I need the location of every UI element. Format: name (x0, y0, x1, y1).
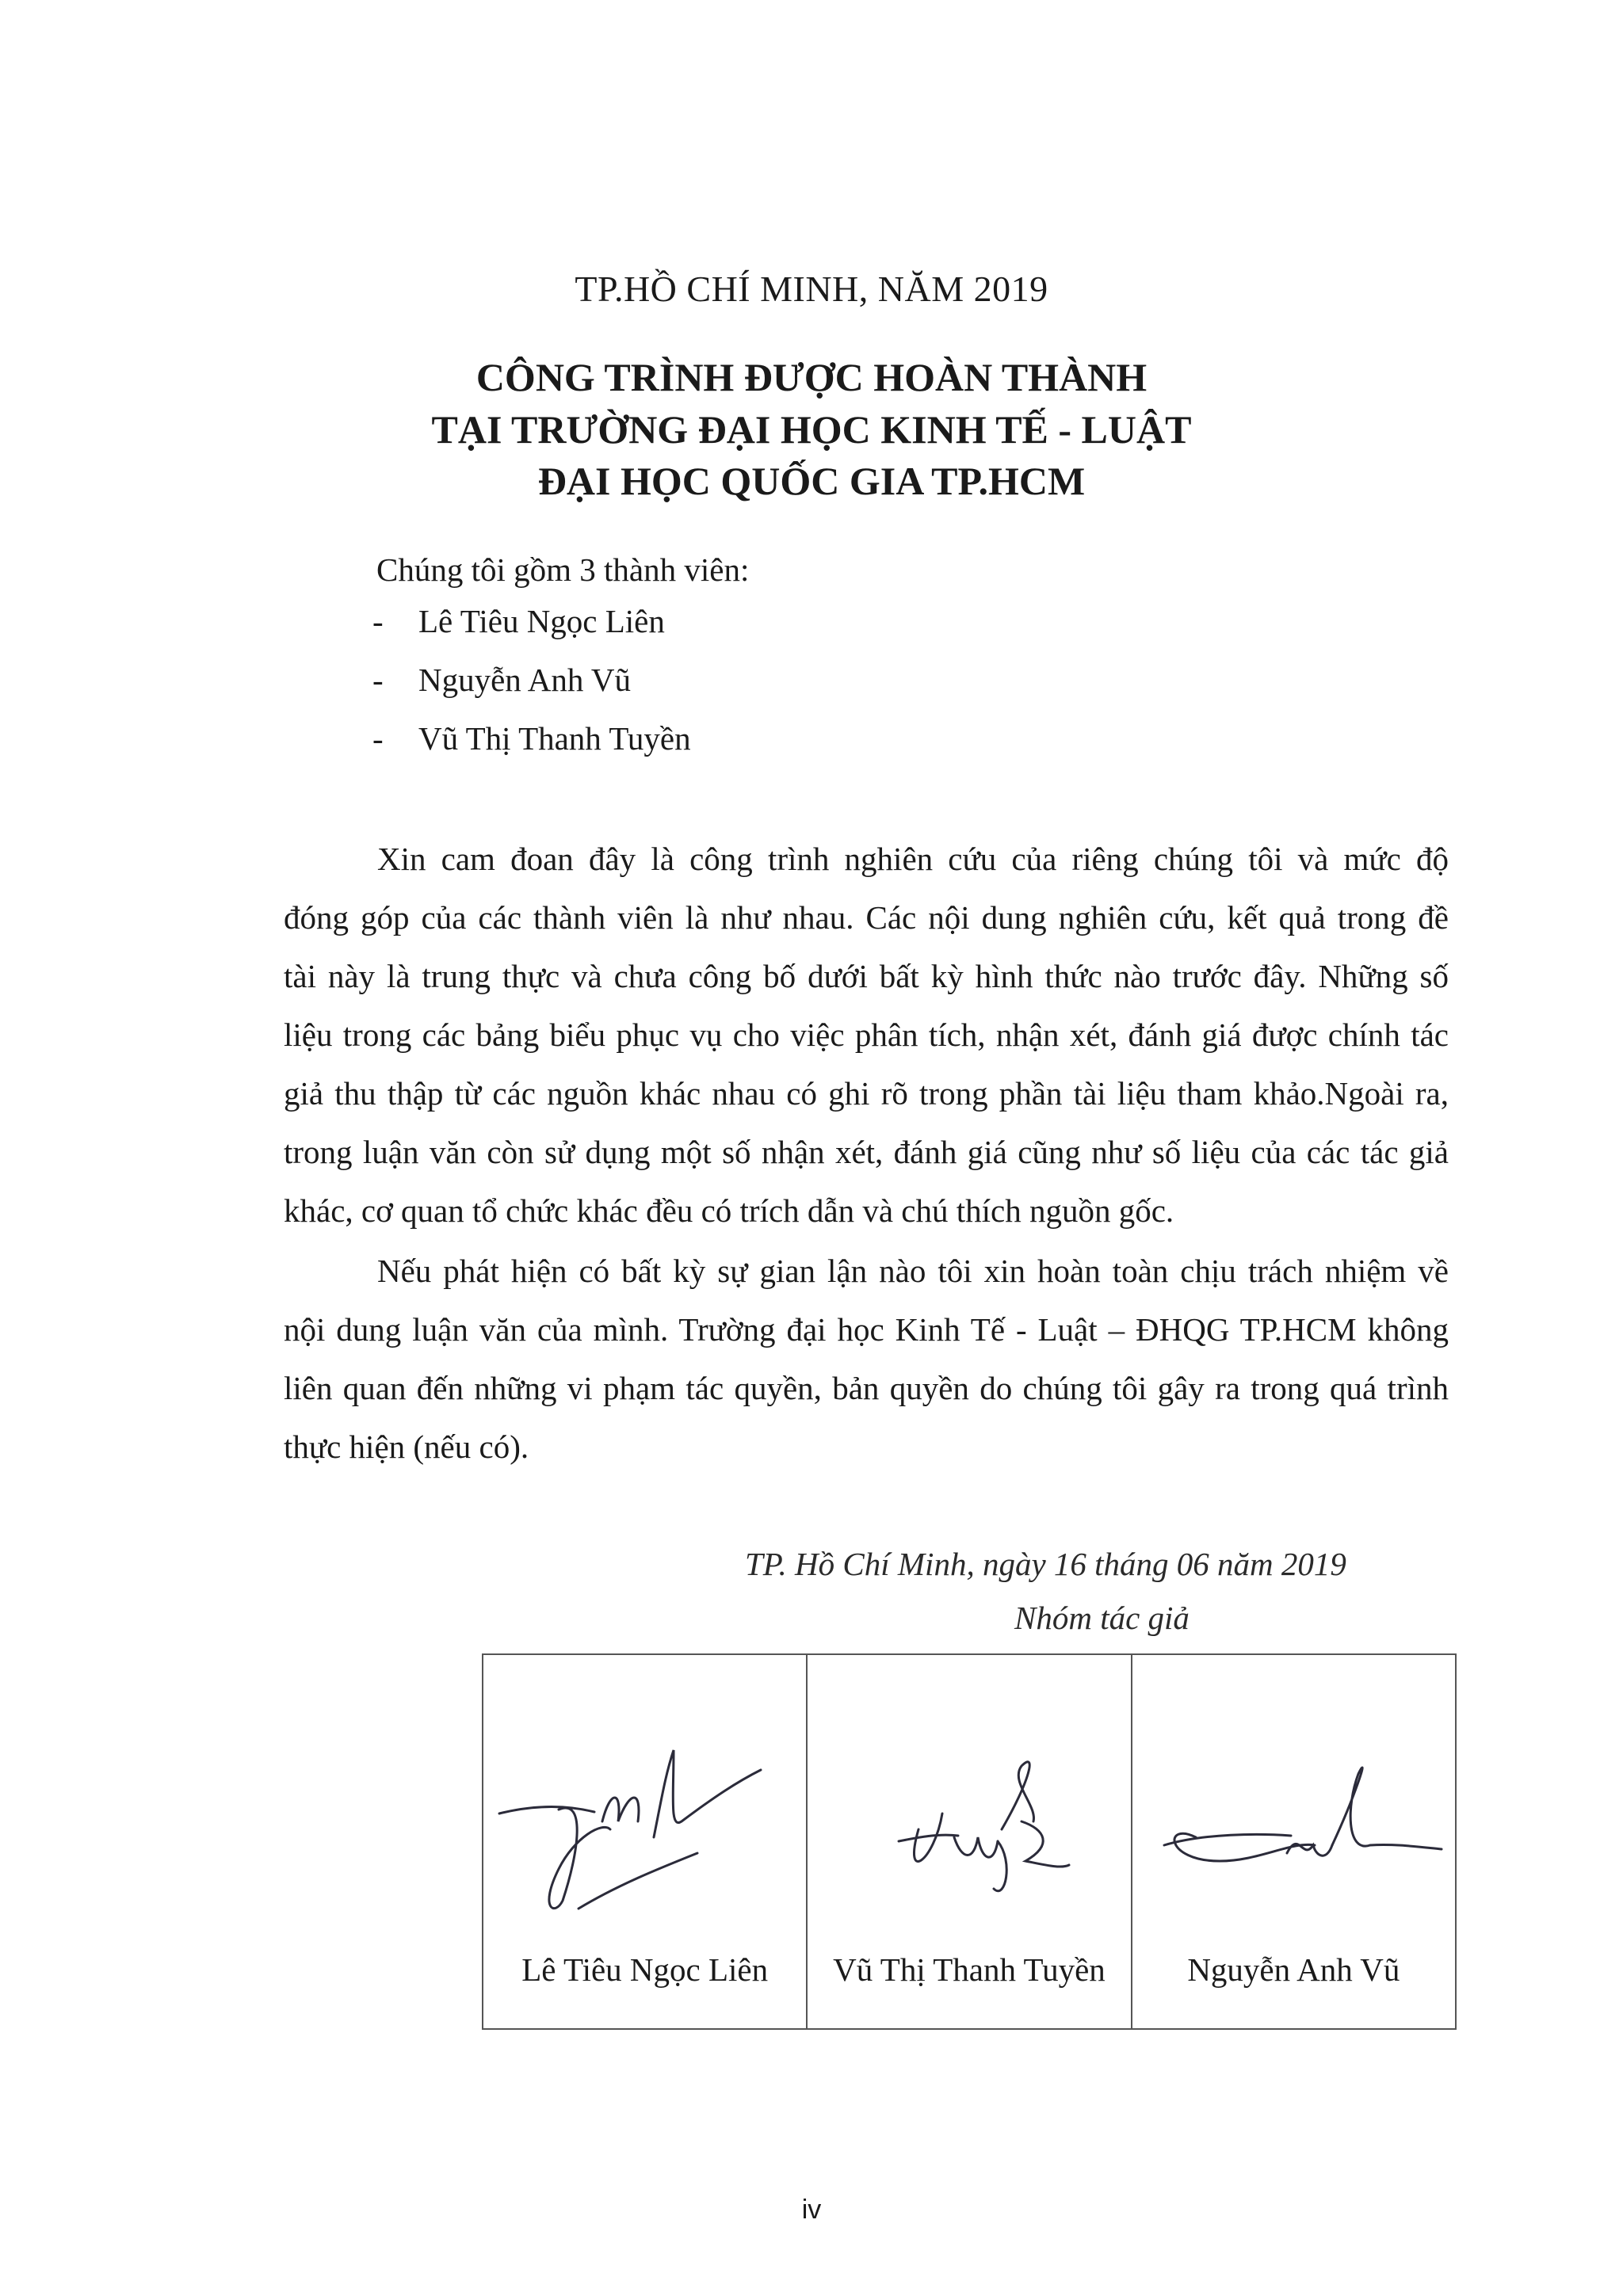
title-line-1: CÔNG TRÌNH ĐƯỢC HOÀN THÀNH (475, 355, 1148, 399)
paragraph-line: thực hiện (nếu có). (284, 1428, 529, 1465)
signing-date: TP. Hồ Chí Minh, ngày 16 tháng 06 năm 2019 (745, 1546, 1346, 1582)
page-number: iv (801, 2195, 822, 2225)
paragraph-line: Xin cam đoan đây là công trình nghiên cứu của riêng chúng tôi và mức độ (377, 841, 1449, 877)
authors-group-label: Nhóm tác giả (1014, 1600, 1190, 1636)
members-intro: Chúng tôi gồm 3 thành viên: (376, 551, 750, 588)
member-item: - Nguyễn Anh Vũ (372, 662, 632, 698)
handwritten-signature-1 (483, 1703, 800, 1940)
paragraph-line: nội dung luận văn của mình. Trường đại học Kinh Tế - Luật – ĐHQG TP.HCM không (284, 1311, 1449, 1348)
signer-name: Lê Tiêu Ngọc Liên (521, 1951, 769, 1988)
signer-name: Nguyễn Anh Vũ (1187, 1951, 1400, 1988)
signer-name: Vũ Thị Thanh Tuyền (833, 1951, 1106, 1988)
member-name: Nguyễn Anh Vũ (418, 662, 632, 698)
handwritten-signature-3 (1132, 1703, 1457, 1940)
member-item: - Lê Tiêu Ngọc Liên (372, 603, 665, 639)
paragraph-line: liệu trong các bảng biểu phục vụ cho việc phân tích, nhận xét, đánh giá được chính tác (284, 1016, 1449, 1053)
title-line-2: TẠI TRƯỜNG ĐẠI HỌC KINH TẾ - LUẬT (431, 407, 1192, 452)
paragraph-line: Nếu phát hiện có bất kỳ sự gian lận nào tôi xin hoàn toàn chịu trách nhiệm về (377, 1253, 1449, 1289)
place-year: TP.HỒ CHÍ MINH, NĂM 2019 (575, 269, 1048, 309)
handwritten-signature-2 (808, 1703, 1132, 1940)
signature-cell (1132, 1654, 1456, 2029)
declaration-paragraph-1 (284, 840, 1449, 1250)
paragraph-line: trong luận văn còn sử dụng một số nhận xét, đánh giá cũng như số liệu của các tác giả (284, 1134, 1449, 1170)
signature-cell (483, 1654, 807, 2029)
member-item: - Vũ Thị Thanh Tuyền (372, 720, 691, 757)
paragraph-line: tài này là trung thực và chưa công bố dưới bất kỳ hình thức nào trước đây. Những số (284, 958, 1449, 994)
paragraph-line: đóng góp của các thành viên là như nhau. Các nội dung nghiên cứu, kết quả trong đề (284, 899, 1449, 936)
members-list (372, 602, 691, 778)
paragraph-line: giả thu thập từ các nguồn khác nhau có ghi rõ trong phần tài liệu tham khảo.Ngoài ra, (284, 1075, 1449, 1112)
title-line-3: ĐẠI HỌC QUỐC GIA TP.HCM (537, 459, 1086, 503)
member-name: Lê Tiêu Ngọc Liên (418, 603, 665, 639)
signature-table (482, 1653, 1457, 2030)
member-name: Vũ Thị Thanh Tuyền (418, 720, 691, 757)
declaration-paragraph-2 (284, 1252, 1449, 1486)
signature-cell (807, 1654, 1131, 2029)
paragraph-line: khác, cơ quan tổ chức khác đều có trích dẫn và chú thích nguồn gốc. (284, 1192, 1174, 1229)
paragraph-line: liên quan đến những vi phạm tác quyền, bản quyền do chúng tôi gây ra trong quá trình (284, 1370, 1449, 1406)
